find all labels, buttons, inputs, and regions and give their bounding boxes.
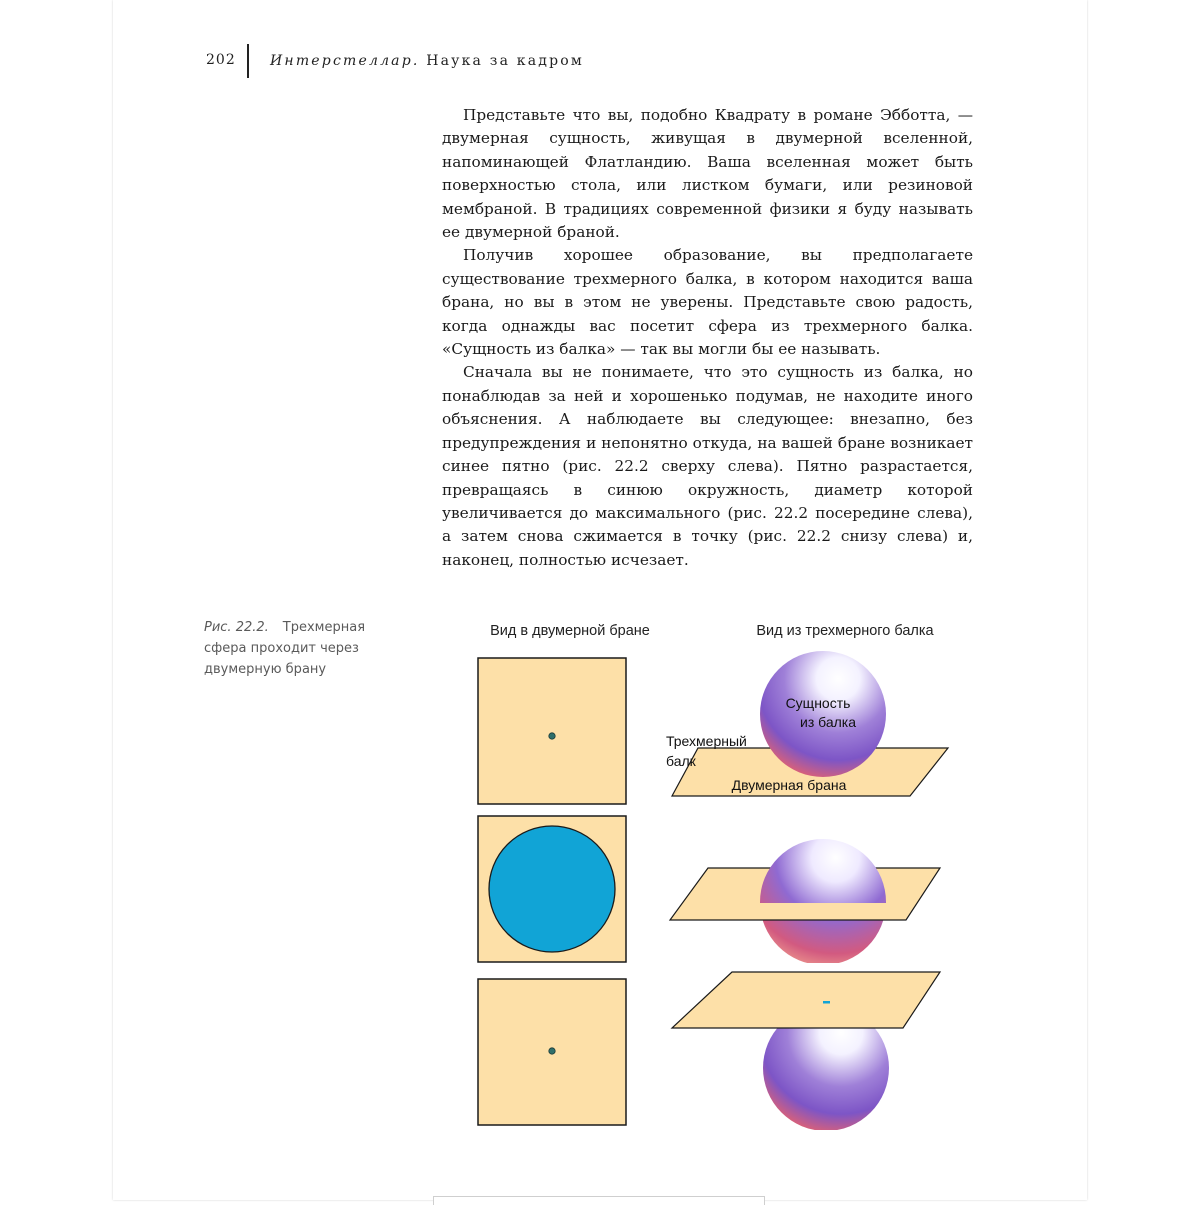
running-header [270,53,584,69]
blue-circle-middle [489,826,615,952]
right-heading: Вид из трехмерного балка [756,623,934,639]
figure-caption-text: Трехмерная сфера проходит через двумерную брану [204,620,366,677]
blue-dot-top [549,733,555,739]
figure-caption [204,617,409,680]
brane-square-top [478,658,626,804]
brane-label: Двумерная брана [731,777,847,793]
figure-22-2 [440,610,960,1130]
page-number: 202 [206,52,236,68]
bulk-label-line2: балк [666,753,696,769]
page-bottom-edge [433,1196,765,1205]
sphere-label-line2: из балка [800,714,856,730]
figure-id: Рис. 22.2. [204,620,269,635]
bulk-plane-bottom [672,972,940,1028]
running-header-subtitle: Наука за кадром [426,53,584,69]
bulk-label-line1: Трехмерный [666,733,747,749]
body-text [442,104,973,572]
paragraph: Получив хорошее образование, вы предполагаете существование трехмерного балка, в котором находится ваша брана, но вы в этом не уверены. Представьте свою радость, когда однажды вас посетит сфера из трехмерного балка. «Сущность из балка» — так вы могли бы ее называть. [442,246,973,359]
paragraph: Сначала вы не понимаете, что это сущность из балка, но понаблюдав за ней и хорошенько подумав, не находите иного объяснения. А наблюдаете вы следующее: внезапно, без предупреждения и непонятно откуда, на вашей бране возникает синее пятно (рис. 22.2 сверху слева). Пятно разрастается, превращаясь в синюю окружность, диаметр которой увеличивается до максимального (рис. 22.2 посередине слева), а затем снова сжимается в точку (рис. 22.2 снизу слева) и, наконец, полностью исчезает. [442,363,973,569]
blue-dot-bottom [549,1048,555,1054]
running-header-title: Интерстеллар. [270,53,420,69]
sphere-label-line1: Сущность [785,695,851,711]
blue-dot-contact [823,1001,830,1004]
paragraph: Представьте что вы, подобно Квадрату в романе Эбботта, — двумерная сущность, живущая в двумерной вселенной, напоминающей Флатландию. Ваша вселенная может быть поверхностью стола, или листком бумаги, или резиновой мембраной. В традициях современной физики я буду называть ее двумерной браной. [442,106,973,242]
header-divider [247,44,249,78]
left-heading: Вид в двумерной бране [490,623,650,639]
